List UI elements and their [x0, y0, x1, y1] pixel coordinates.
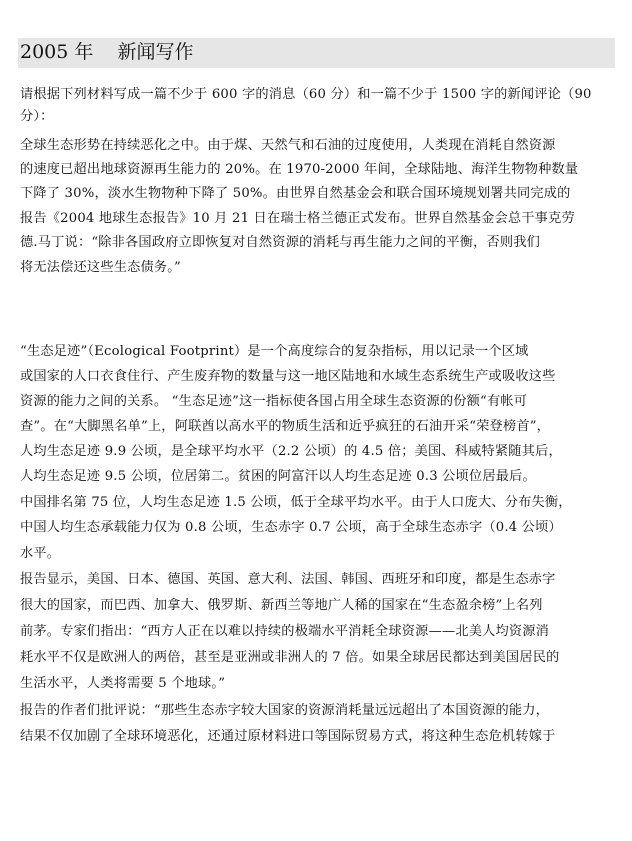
paragraph-line: 报告的作者们批评说：“那些生态赤字较大国家的资源消耗量远远超出了本国资源的能力，: [20, 703, 550, 718]
page-title: 2005 年 新闻写作: [20, 41, 194, 63]
paragraph-line: 生活水平，人类将需要 5 个地球。”: [20, 676, 226, 691]
paragraph-line: 全球生态形势在持续恶化之中。由于煤、天然气和石油的过度使用，人类现在消耗自然资源: [20, 138, 556, 153]
instruction-line: 请根据下列材料写成一篇不少于 600 字的消息（60 分）和一篇不少于 1500 字的新闻评论（90: [20, 87, 592, 102]
paragraph-line: 耗水平不仅是欧洲人的两倍，甚至是亚洲或非洲人的 7 倍。如果全球居民都达到美国居民的: [20, 650, 560, 665]
paragraph-line: 中国排名第 75 位，人均生态足迹 1.5 公顷，低于全球平均水平。由于人口庞大、分布失衡，: [20, 495, 572, 510]
paragraph-line: 结果不仅加剧了全球环境恶化，还通过原材料进口等国际贸易方式，将这种生态危机转嫁于: [20, 729, 556, 744]
paragraph-line: 人均生态足迹 9.5 公顷，位居第二。贫困的阿富汗以人均生态足迹 0.3 公顷位居最后。: [20, 469, 536, 484]
paragraph-line: 查”。在“大脚黑名单”上，阿联酋以高水平的物质生活和近乎疯狂的石油开采“荣登榜首”，: [20, 419, 551, 434]
paragraph-line: 报告显示，美国、日本、德国、英国、意大利、法国、韩国、西班牙和印度，都是生态赤字: [20, 572, 556, 587]
paragraph-line: 水平。: [20, 546, 61, 561]
paragraph-line: 将无法偿还这些生态债务。”: [20, 260, 181, 275]
paragraph-line: 或国家的人口衣食住行、产生废弃物的数量与这一地区陆地和水域生态系统生产或吸收这些: [20, 369, 556, 384]
paragraph-line: 下降了 30%，淡水生物物种下降了 50%。由世界自然基金会和联合国环境规划署共同完成的: [20, 186, 571, 201]
paragraph-line: 德.马丁说：“除非各国政府立即恢复对自然资源的消耗与再生能力之间的平衡，否则我们: [20, 235, 541, 250]
paragraph-line: 很大的国家，而巴西、加拿大、俄罗斯、新西兰等地广人稀的国家在“生态盈余榜”上名列: [20, 598, 543, 613]
paragraph-line: 中国人均生态承载能力仅为 0.8 公顷，生态赤字 0.7 公顷，高于全球生态赤字（0.4 公顷）: [20, 520, 562, 535]
paragraph-line: 人均生态足迹 9.9 公顷，是全球平均水平（2.2 公顷）的 4.5 倍；美国、科威特紧随其后，: [20, 444, 562, 459]
paragraph-line: 前茅。专家们指出：“西方人正在以难以持续的极端水平消耗全球资源——北美人均资源消: [20, 624, 550, 639]
instruction-line: 分）：: [20, 109, 54, 124]
paragraph-line: “生态足迹”（Ecological Footprint）是一个高度综合的复杂指标，用以记录一个区域: [20, 344, 529, 359]
paragraph-line: 报告《2004 地球生态报告》10 月 21 日在瑞士格兰德正式发布。世界自然基金会总干事克劳: [20, 211, 575, 226]
paragraph-line: 的速度已超出地球资源再生能力的 20%。在 1970-2000 年间，全球陆地、海洋生物物种数量: [20, 162, 579, 177]
paragraph-line: 资源的能力之间的关系。 “生态足迹”这一指标使各国占用全球生态资源的份额“有帐可: [20, 394, 528, 409]
